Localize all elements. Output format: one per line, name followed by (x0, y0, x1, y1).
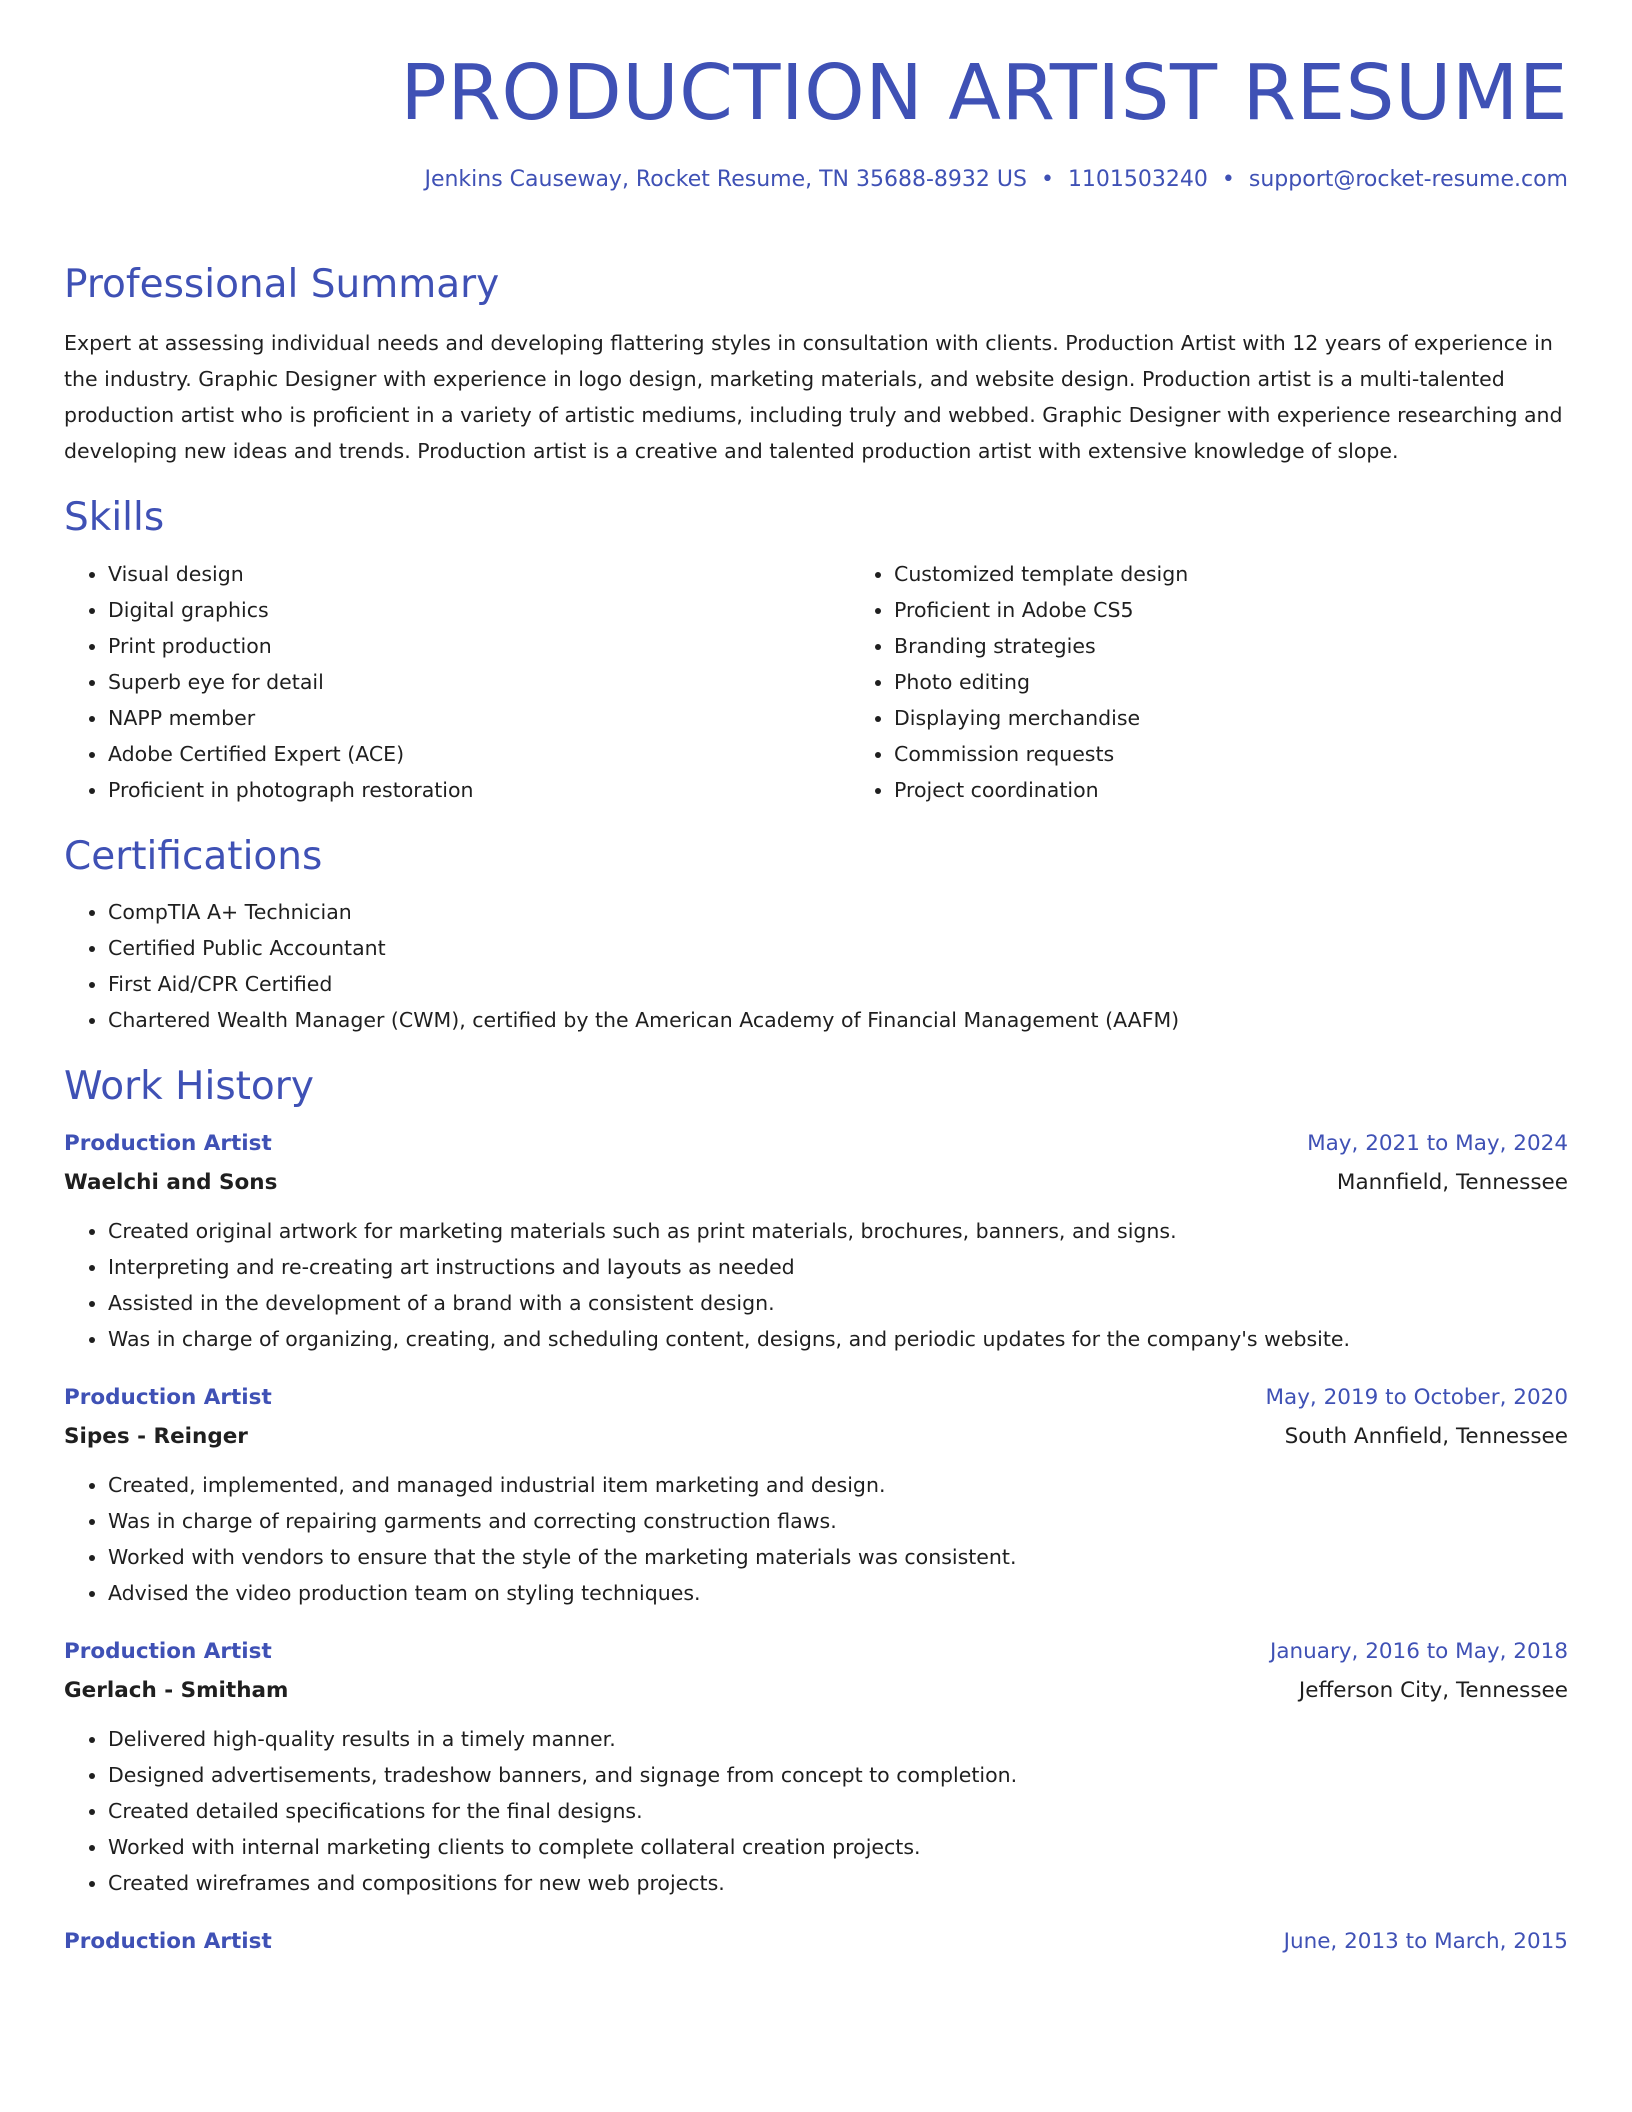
job-bullet: • Created original artwork for marketing materials such as print materials, brochures, banners, and signs. (108, 1213, 1568, 1249)
skills-list-left (64, 556, 850, 808)
job-entry (64, 1633, 1568, 1901)
job-dates: May, 2019 to October, 2020 (1265, 1385, 1568, 1411)
summary-text: Expert at assessing individual needs and developing flattering styles in consultation with clients. Production Artist with 12 years of experience in the industry. Graphic Designer with experience in logo design, marketing materials, and website design. Production artist is a multi-talented production artist who is proficient in a variety of artistic mediums, including truly and webbed. Graphic Designer with experience researching and developing new ideas and trends. Production artist is a creative and talented production artist with extensive knowledge of slope. (64, 330, 1563, 463)
job-title: Production Artist (64, 1929, 272, 1955)
skill-item: • Print production (108, 628, 850, 664)
skill-item: • Adobe Certified Expert (ACE) (108, 736, 850, 772)
job-bullet: • Created wireframes and compositions for new web projects. (108, 1865, 1568, 1901)
skill-item: • Customized template design (894, 556, 1568, 592)
contact-phone: 1101503240 (1067, 166, 1208, 192)
certifications-heading: Certifications (64, 833, 323, 879)
skill-item: • Digital graphics (108, 592, 850, 628)
job-bullets (64, 1721, 1568, 1901)
job-subhead (64, 1417, 1568, 1457)
job-dates: January, 2016 to May, 2018 (1270, 1639, 1568, 1665)
job-title: Production Artist (64, 1639, 272, 1665)
certification-item: • First Aid/CPR Certified (108, 966, 1568, 1002)
resume-content (64, 262, 1568, 1983)
summary-section (64, 262, 1568, 469)
certification-item: • Chartered Wealth Manager (CWM), certified by the American Academy of Financial Management (AAFM) (108, 1002, 1568, 1038)
job-head (64, 1125, 1568, 1163)
certification-item: • Certified Public Accountant (108, 930, 1568, 966)
skill-item: • Superb eye for detail (108, 664, 850, 700)
job-bullet: • Was in charge of organizing, creating, and scheduling content, designs, and periodic updates for the company's website. (108, 1321, 1568, 1357)
skill-item: • NAPP member (108, 700, 850, 736)
skills-section (64, 495, 1568, 808)
job-subhead (64, 1671, 1568, 1711)
skills-grid (64, 556, 1568, 808)
job-dates: June, 2013 to March, 2015 (1283, 1929, 1568, 1955)
resume-title: PRODUCTION ARTIST RESUME (400, 49, 1568, 138)
contact-address: Jenkins Causeway, Rocket Resume, TN 35688-8932 US (424, 166, 1027, 192)
job-dates: May, 2021 to May, 2024 (1307, 1131, 1568, 1157)
work-history-section (64, 1064, 1568, 1961)
contact-email: support@rocket-resume.com (1248, 166, 1568, 192)
contact-separator: • (1221, 166, 1235, 192)
job-bullet: • Created detailed specifications for the final designs. (108, 1793, 1568, 1829)
job-title: Production Artist (64, 1385, 272, 1411)
job-bullet: • Created, implemented, and managed industrial item marketing and design. (108, 1467, 1568, 1503)
job-bullet: • Worked with internal marketing clients to complete collateral creation projects. (108, 1829, 1568, 1865)
skills-heading: Skills (64, 494, 165, 540)
job-bullets (64, 1213, 1568, 1357)
job-bullet: • Interpreting and re-creating art instructions and layouts as needed (108, 1249, 1568, 1285)
job-entry (64, 1125, 1568, 1357)
job-entry (64, 1379, 1568, 1611)
job-bullets (64, 1467, 1568, 1611)
work-list (64, 1125, 1568, 1961)
skill-item: • Branding strategies (894, 628, 1568, 664)
skill-item: • Proficient in Adobe CS5 (894, 592, 1568, 628)
skill-item: • Proficient in photograph restoration (108, 772, 850, 808)
job-location: Jefferson City, Tennessee (1298, 1678, 1568, 1704)
contact-separator: • (1040, 166, 1054, 192)
job-location: South Annfield, Tennessee (1284, 1424, 1568, 1450)
job-company: Waelchi and Sons (64, 1170, 278, 1196)
job-entry (64, 1923, 1568, 1961)
job-head (64, 1379, 1568, 1417)
job-title: Production Artist (64, 1131, 272, 1157)
skill-item: • Commission requests (894, 736, 1568, 772)
work-history-heading: Work History (64, 1064, 314, 1110)
job-company: Gerlach - Smitham (64, 1678, 289, 1704)
summary-heading: Professional Summary (64, 262, 500, 307)
resume-header (64, 49, 1568, 192)
skill-item: • Project coordination (894, 772, 1568, 808)
job-head (64, 1923, 1568, 1961)
job-head (64, 1633, 1568, 1671)
job-bullet: • Was in charge of repairing garments and correcting construction flaws. (108, 1503, 1568, 1539)
skill-item: • Visual design (108, 556, 850, 592)
job-subhead (64, 1163, 1568, 1203)
skill-item: • Displaying merchandise (894, 700, 1568, 736)
job-bullet: • Assisted in the development of a brand with a consistent design. (108, 1285, 1568, 1321)
certifications-list (64, 894, 1568, 1038)
job-bullet: • Worked with vendors to ensure that the style of the marketing materials was consistent. (108, 1539, 1568, 1575)
job-bullet: • Delivered high-quality results in a timely manner. (108, 1721, 1568, 1757)
certifications-section (64, 834, 1568, 1039)
job-bullet: • Designed advertisements, tradeshow banners, and signage from concept to completion. (108, 1757, 1568, 1793)
job-company: Sipes - Reinger (64, 1424, 248, 1450)
skill-item: • Photo editing (894, 664, 1568, 700)
contact-line (64, 167, 1568, 192)
certification-item: • CompTIA A+ Technician (108, 894, 1568, 930)
job-bullet: • Advised the video production team on styling techniques. (108, 1575, 1568, 1611)
job-location: Mannfield, Tennessee (1336, 1170, 1568, 1196)
skills-list-right (850, 556, 1568, 808)
